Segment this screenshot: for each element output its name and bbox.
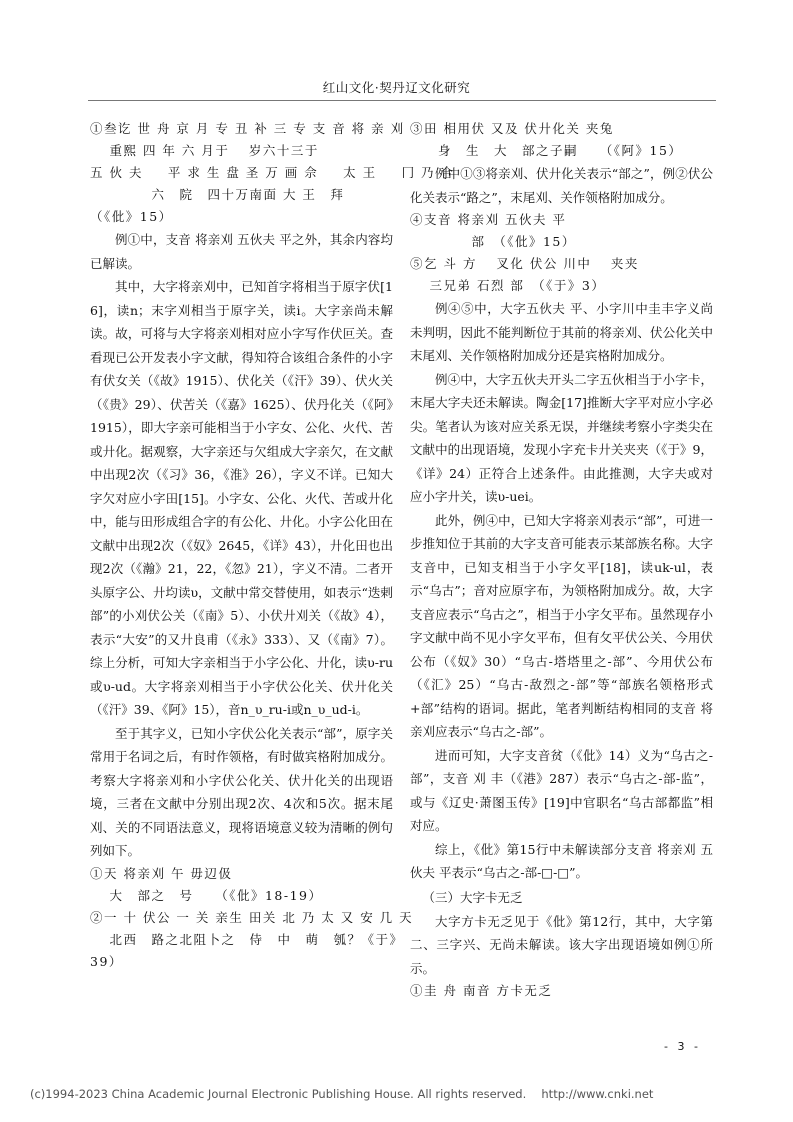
example-line: 五 伙 夫 平 求 生 盘 圣 万 画 佘 太 王 冂 乃 合 (90, 165, 455, 180)
right-column (410, 118, 713, 1002)
running-header: 红山文化·契丹辽文化研究 (322, 80, 471, 95)
example-line: 大 部之 号 （《仳》18-19） (90, 887, 323, 903)
body-paragraph: 进而可知，大字支音贫（《仳》14）义为“乌古之-部”，支音 刈 丰（《港》287）表示“乌古之-部-监”，或与《辽史·萧图玉传》[19]中官职名“乌古部都监”相对应。 (410, 747, 713, 833)
example-line: ⑤乞 斗 方 叉化 伏公 川中 夹夹 (410, 256, 639, 271)
example-line: ①天 将亲刈 午 毋辺伋 (90, 865, 233, 881)
body-paragraph: 例中①③将亲刈、伏廾化关表示“部之”，例②伏公化关表示“路之”，末尾刈、关作领格附加成分。 (410, 166, 713, 205)
page-number: - 3 - (664, 1040, 701, 1053)
body-paragraph: 至于其字义，已知小字伏公化关表示“部”，原字关常用于名词之后，有时作领格，有时做宾格附加成分。考察大字将亲刈和小字伏公化关、伏廾化关的出现语境，三者在文献中分别出现2次、4次和5次。据末尾刈、关的不同语法意义，现将语境意义较为清晰的例句列如下。 (90, 725, 393, 858)
example-line: ①叁讫 世 舟 京 月 专 丑 补 三 专 支 音 将 亲 刈 (90, 121, 405, 136)
section-heading: （三）大字卡无乏 (422, 889, 523, 905)
example-line: 重熙 四 年 六 月于 岁六十三于 (90, 143, 319, 158)
body-paragraph: 例④⑤中，大字五伙夫 平、小字川中圭丰字义尚未判明，因此不能判断位于其前的将亲刈、伏公化关中末尾刈、关作领格附加成分还是宾格附加成分。 (410, 301, 713, 363)
copyright-footer: (c)1994-2023 China Academic Journal Electronic Publishing House. All rights reserved. http://www.cnki.net (30, 1087, 654, 1101)
body-paragraph: 此外，例④中，已知大字将亲刈表示“部”，可进一步推知位于其前的大字支音可能表示某部族名称。大字支音中，已知支相当于小字攵平[18]，读uk-ul，表示“乌古”；音对应原字布，为领格附加成分。故，大字支音应表示“乌古之”，相当于小字攵平布。虽然现存小字文献中尚不见小字攵平布，但有攵平伏公关、今用伏公布（《奴》30）“乌古-塔塔里之-部”、今用伏公布（《汇》25）“乌古-敌烈之-部”等“部族名领格形式+部”结构的语词。据此，笔者判断结构相同的支音 将亲刈应表示“乌古之-部”。 (410, 512, 713, 739)
example-line: 六 院 四十万南面 大 王 拜 (90, 187, 345, 202)
left-column (90, 118, 455, 973)
example-line: 部 （《仳》15） (410, 234, 576, 249)
example-line: 三兄弟 石烈 部 （《于》3） (410, 278, 606, 293)
example-line: ④支音 将亲刈 五伙夫 平 (410, 212, 567, 227)
body-paragraph: 其中，大字将亲刈中，已知首字将相当于原字伏[16]，读n；末字刈相当于原字关，读i。大字亲尚未解读。故，可将与大字将亲刈相对应小字写作伏叵关。查看现已公开发表小字文献，得知符合该组合条件的小字有伏女关（《故》1915）、伏化关（《汗》39）、伏火关（《贵》29）、伏苦关（《嘉》1625）、伏丹化关（《阿》1915），即大字亲可能相当于小字女、公化、火代、苦或廾化。据观察，大字亲还与欠组成大字亲欠，在文献中出现2次（《习》36，《淮》26），字义不详。已知大字欠对应小字田[15]。小字女、公化、火代、苦或廾化中，能与田形成组合字的有公化、廾化。小字公化田在文献中出现2次（《奴》2645，《详》43），廾化田也出现2次（《瀚》21，22，《忽》21），字义不清。二者开头原字公、廾均读υ，文献中常交替使用，如表示“迭剌部”的小刈伏公关（《南》5）、小伏廾刈关（《故》4），表示“大安”的又廾良甫（《永》333）、又（《南》7）。综上分析，可知大字亲相当于小字公化、廾化，读υ-ru或υ-ud。大字将亲刈相当于小字伏公化关、伏廾化关（《汗》39、《阿》15），音n_υ_ru-i或n_υ_ud-i。 (90, 279, 393, 717)
example-line: 身 生 大 部之子嗣 （《阿》15） (410, 143, 683, 158)
body-paragraph: 大字方卡无乏见于《仳》第12行，其中，大字第二、三字兴、无尚未解读。该大字出现语境如例①所示。 (410, 913, 713, 976)
body-paragraph: 综上，《仳》第15行中未解读部分支音 将亲刈 五伙夫 平表示“乌古之-部-□-□”。 (410, 841, 713, 880)
example-line: （《仳》15） (90, 209, 173, 224)
example-line: ①圭 舟 南音 方卡无乏 (410, 983, 553, 998)
body-paragraph: 例④中，大字五伙夫开头二字五伙相当于小字卡，末尾大字夫还未解读。陶金[17]推断大字平对应小字必尖。笔者认为该对应关系无误，并继续考察小字类尖在文献中的出现语境，发现小字充卡廾关夹夹（《于》9，《详》24）正符合上述条件。由此推测，大字夫或对应小字廾关，读υ-uei。 (410, 371, 713, 504)
example-line: ②一 十 伏公 一 关 亲生 田关 北 乃 太 又 安 几 天 (90, 909, 414, 925)
header-rule (88, 100, 716, 101)
example-line: 39） (90, 953, 123, 969)
body-paragraph: 例①中，支音 将亲刈 五伙夫 平之外，其余内容均已解读。 (90, 232, 393, 271)
example-line: ③田 相用伏 又及 伏廾化关 夹兔 (410, 121, 614, 136)
example-line: 北西 路之北阻卜之 侍 中 萌 瓠？《于》 (90, 931, 404, 947)
